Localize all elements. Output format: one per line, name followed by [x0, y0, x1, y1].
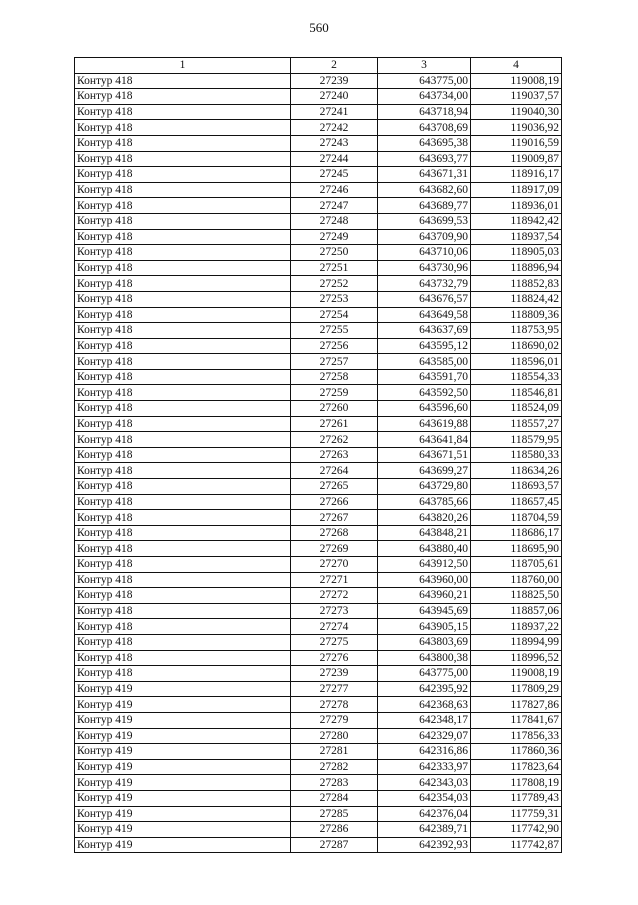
y-coordinate-cell: 117856,33: [471, 728, 562, 744]
x-coordinate-cell: 643595,12: [378, 338, 471, 354]
x-coordinate-cell: 643671,51: [378, 447, 471, 463]
point-number-cell: 27261: [291, 416, 378, 432]
table-row: [75, 728, 562, 744]
point-number-cell: 27243: [291, 135, 378, 151]
point-number-cell: 27270: [291, 557, 378, 573]
point-number-cell: 27262: [291, 432, 378, 448]
contour-name-cell: Контур 418: [75, 541, 291, 557]
contour-name-cell: Контур 419: [75, 822, 291, 838]
x-coordinate-cell: 643699,53: [378, 213, 471, 229]
table-row: [75, 712, 562, 728]
x-coordinate-cell: 643785,66: [378, 494, 471, 510]
y-coordinate-cell: 118753,95: [471, 323, 562, 339]
x-coordinate-cell: 643671,31: [378, 167, 471, 183]
table-row: [75, 73, 562, 89]
point-number-cell: 27246: [291, 182, 378, 198]
x-coordinate-cell: 643693,77: [378, 151, 471, 167]
table-row: [75, 744, 562, 760]
x-coordinate-cell: 643775,00: [378, 666, 471, 682]
table-row: [75, 229, 562, 245]
x-coordinate-cell: 643699,27: [378, 463, 471, 479]
contour-name-cell: Контур 418: [75, 385, 291, 401]
x-coordinate-cell: 643800,38: [378, 650, 471, 666]
y-coordinate-cell: 119036,92: [471, 120, 562, 136]
point-number-cell: 27269: [291, 541, 378, 557]
x-coordinate-cell: 643848,21: [378, 525, 471, 541]
contour-name-cell: Контур 418: [75, 572, 291, 588]
x-coordinate-cell: 643734,00: [378, 89, 471, 105]
x-coordinate-cell: 643592,50: [378, 385, 471, 401]
table-row: [75, 385, 562, 401]
point-number-cell: 27247: [291, 198, 378, 214]
y-coordinate-cell: 118916,17: [471, 167, 562, 183]
y-coordinate-cell: 119037,57: [471, 89, 562, 105]
y-coordinate-cell: 118557,27: [471, 416, 562, 432]
table-row: [75, 666, 562, 682]
point-number-cell: 27239: [291, 73, 378, 89]
contour-name-cell: Контур 418: [75, 557, 291, 573]
table-row: [75, 307, 562, 323]
x-coordinate-cell: 643637,69: [378, 323, 471, 339]
x-coordinate-cell: 643880,40: [378, 541, 471, 557]
x-coordinate-cell: 642368,63: [378, 697, 471, 713]
x-coordinate-cell: 643730,96: [378, 260, 471, 276]
contour-name-cell: Контур 418: [75, 167, 291, 183]
table-row: [75, 291, 562, 307]
point-number-cell: 27285: [291, 806, 378, 822]
contour-name-cell: Контур 418: [75, 291, 291, 307]
contour-name-cell: Контур 418: [75, 229, 291, 245]
point-number-cell: 27256: [291, 338, 378, 354]
y-coordinate-cell: 118554,33: [471, 369, 562, 385]
y-coordinate-cell: 118686,17: [471, 525, 562, 541]
point-number-cell: 27264: [291, 463, 378, 479]
contour-name-cell: Контур 418: [75, 479, 291, 495]
contour-name-cell: Контур 418: [75, 260, 291, 276]
point-number-cell: 27280: [291, 728, 378, 744]
point-number-cell: 27273: [291, 603, 378, 619]
table-row: [75, 681, 562, 697]
contour-name-cell: Контур 418: [75, 213, 291, 229]
point-number-cell: 27275: [291, 634, 378, 650]
x-coordinate-cell: 643585,00: [378, 354, 471, 370]
contour-name-cell: Контур 418: [75, 463, 291, 479]
contour-name-cell: Контур 418: [75, 135, 291, 151]
column-header-4: 4: [471, 58, 562, 74]
contour-name-cell: Контур 418: [75, 432, 291, 448]
y-coordinate-cell: 119040,30: [471, 104, 562, 120]
x-coordinate-cell: 643732,79: [378, 276, 471, 292]
y-coordinate-cell: 118760,00: [471, 572, 562, 588]
table-row: [75, 837, 562, 853]
contour-name-cell: Контур 418: [75, 401, 291, 417]
column-header-2: 2: [291, 58, 378, 74]
x-coordinate-cell: 643912,50: [378, 557, 471, 573]
y-coordinate-cell: 118693,57: [471, 479, 562, 495]
y-coordinate-cell: 117742,90: [471, 822, 562, 838]
table-row: [75, 276, 562, 292]
contour-name-cell: Контур 418: [75, 338, 291, 354]
point-number-cell: 27274: [291, 619, 378, 635]
contour-name-cell: Контур 418: [75, 354, 291, 370]
point-number-cell: 27249: [291, 229, 378, 245]
x-coordinate-cell: 643729,80: [378, 479, 471, 495]
point-number-cell: 27278: [291, 697, 378, 713]
table-row: [75, 323, 562, 339]
point-number-cell: 27250: [291, 245, 378, 261]
y-coordinate-cell: 118896,94: [471, 260, 562, 276]
contour-name-cell: Контур 419: [75, 790, 291, 806]
table-row: [75, 603, 562, 619]
contour-name-cell: Контур 418: [75, 447, 291, 463]
table-row: [75, 541, 562, 557]
contour-name-cell: Контур 418: [75, 588, 291, 604]
point-number-cell: 27241: [291, 104, 378, 120]
point-number-cell: 27281: [291, 744, 378, 760]
x-coordinate-cell: 642395,92: [378, 681, 471, 697]
y-coordinate-cell: 118657,45: [471, 494, 562, 510]
y-coordinate-cell: 117809,29: [471, 681, 562, 697]
y-coordinate-cell: 118704,59: [471, 510, 562, 526]
x-coordinate-cell: 643709,90: [378, 229, 471, 245]
table-row: [75, 494, 562, 510]
point-number-cell: 27259: [291, 385, 378, 401]
contour-name-cell: Контур 418: [75, 245, 291, 261]
point-number-cell: 27266: [291, 494, 378, 510]
x-coordinate-cell: 643649,58: [378, 307, 471, 323]
y-coordinate-cell: 117841,67: [471, 712, 562, 728]
point-number-cell: 27239: [291, 666, 378, 682]
point-number-cell: 27284: [291, 790, 378, 806]
contour-name-cell: Контур 418: [75, 494, 291, 510]
y-coordinate-cell: 118857,06: [471, 603, 562, 619]
point-number-cell: 27277: [291, 681, 378, 697]
contour-name-cell: Контур 418: [75, 603, 291, 619]
x-coordinate-cell: 643718,94: [378, 104, 471, 120]
table-header-row: [75, 58, 562, 74]
contour-name-cell: Контур 418: [75, 89, 291, 105]
y-coordinate-cell: 118852,83: [471, 276, 562, 292]
y-coordinate-cell: 117860,36: [471, 744, 562, 760]
contour-name-cell: Контур 418: [75, 198, 291, 214]
y-coordinate-cell: 118994,99: [471, 634, 562, 650]
point-number-cell: 27282: [291, 759, 378, 775]
contour-name-cell: Контур 419: [75, 728, 291, 744]
point-number-cell: 27255: [291, 323, 378, 339]
point-number-cell: 27258: [291, 369, 378, 385]
y-coordinate-cell: 118695,90: [471, 541, 562, 557]
table-row: [75, 120, 562, 136]
table-row: [75, 790, 562, 806]
contour-name-cell: Контур 418: [75, 634, 291, 650]
point-number-cell: 27251: [291, 260, 378, 276]
table-row: [75, 135, 562, 151]
point-number-cell: 27253: [291, 291, 378, 307]
point-number-cell: 27268: [291, 525, 378, 541]
y-coordinate-cell: 117827,86: [471, 697, 562, 713]
table-row: [75, 650, 562, 666]
table-row: [75, 151, 562, 167]
x-coordinate-cell: 642354,03: [378, 790, 471, 806]
y-coordinate-cell: 118942,42: [471, 213, 562, 229]
table-row: [75, 572, 562, 588]
point-number-cell: 27257: [291, 354, 378, 370]
y-coordinate-cell: 118634,26: [471, 463, 562, 479]
contour-name-cell: Контур 418: [75, 182, 291, 198]
y-coordinate-cell: 117789,43: [471, 790, 562, 806]
contour-name-cell: Контур 418: [75, 73, 291, 89]
contour-name-cell: Контур 418: [75, 276, 291, 292]
table-row: [75, 167, 562, 183]
table-body: [75, 73, 562, 853]
y-coordinate-cell: 118825,50: [471, 588, 562, 604]
table-row: [75, 588, 562, 604]
contour-name-cell: Контур 419: [75, 697, 291, 713]
y-coordinate-cell: 118809,36: [471, 307, 562, 323]
x-coordinate-cell: 643803,69: [378, 634, 471, 650]
y-coordinate-cell: 118580,33: [471, 447, 562, 463]
x-coordinate-cell: 643619,88: [378, 416, 471, 432]
table-row: [75, 338, 562, 354]
y-coordinate-cell: 117823,64: [471, 759, 562, 775]
x-coordinate-cell: 643775,00: [378, 73, 471, 89]
x-coordinate-cell: 642343,03: [378, 775, 471, 791]
table-row: [75, 89, 562, 105]
y-coordinate-cell: 118936,01: [471, 198, 562, 214]
table-row: [75, 198, 562, 214]
contour-name-cell: Контур 418: [75, 619, 291, 635]
x-coordinate-cell: 643689,77: [378, 198, 471, 214]
x-coordinate-cell: 643682,60: [378, 182, 471, 198]
point-number-cell: 27248: [291, 213, 378, 229]
contour-name-cell: Контур 418: [75, 525, 291, 541]
point-number-cell: 27286: [291, 822, 378, 838]
x-coordinate-cell: 643710,06: [378, 245, 471, 261]
contour-name-cell: Контур 419: [75, 744, 291, 760]
point-number-cell: 27240: [291, 89, 378, 105]
table-row: [75, 775, 562, 791]
point-number-cell: 27287: [291, 837, 378, 853]
y-coordinate-cell: 117808,19: [471, 775, 562, 791]
point-number-cell: 27272: [291, 588, 378, 604]
y-coordinate-cell: 118705,61: [471, 557, 562, 573]
x-coordinate-cell: 642329,07: [378, 728, 471, 744]
contour-name-cell: Контур 419: [75, 837, 291, 853]
table-row: [75, 806, 562, 822]
point-number-cell: 27271: [291, 572, 378, 588]
x-coordinate-cell: 643905,15: [378, 619, 471, 635]
x-coordinate-cell: 643596,60: [378, 401, 471, 417]
contour-name-cell: Контур 418: [75, 650, 291, 666]
contour-name-cell: Контур 418: [75, 666, 291, 682]
y-coordinate-cell: 118690,02: [471, 338, 562, 354]
x-coordinate-cell: 642348,17: [378, 712, 471, 728]
contour-name-cell: Контур 418: [75, 323, 291, 339]
coordinates-table: [74, 57, 562, 853]
table-row: [75, 213, 562, 229]
x-coordinate-cell: 643945,69: [378, 603, 471, 619]
table-row: [75, 447, 562, 463]
x-coordinate-cell: 643960,21: [378, 588, 471, 604]
point-number-cell: 27245: [291, 167, 378, 183]
table-row: [75, 463, 562, 479]
y-coordinate-cell: 118905,03: [471, 245, 562, 261]
y-coordinate-cell: 118596,01: [471, 354, 562, 370]
y-coordinate-cell: 118937,54: [471, 229, 562, 245]
contour-name-cell: Контур 419: [75, 775, 291, 791]
y-coordinate-cell: 118546,81: [471, 385, 562, 401]
point-number-cell: 27242: [291, 120, 378, 136]
x-coordinate-cell: 642389,71: [378, 822, 471, 838]
table-row: [75, 619, 562, 635]
table-row: [75, 369, 562, 385]
table-row: [75, 182, 562, 198]
table-row: [75, 401, 562, 417]
contour-name-cell: Контур 419: [75, 712, 291, 728]
page-number: 560: [309, 20, 329, 35]
contour-name-cell: Контур 418: [75, 416, 291, 432]
contour-name-cell: Контур 418: [75, 120, 291, 136]
y-coordinate-cell: 117759,31: [471, 806, 562, 822]
y-coordinate-cell: 119008,19: [471, 666, 562, 682]
y-coordinate-cell: 118917,09: [471, 182, 562, 198]
y-coordinate-cell: 118824,42: [471, 291, 562, 307]
y-coordinate-cell: 119008,19: [471, 73, 562, 89]
y-coordinate-cell: 119016,59: [471, 135, 562, 151]
contour-name-cell: Контур 418: [75, 510, 291, 526]
table-row: [75, 416, 562, 432]
table-row: [75, 634, 562, 650]
table-row: [75, 557, 562, 573]
contour-name-cell: Контур 418: [75, 307, 291, 323]
table-row: [75, 822, 562, 838]
point-number-cell: 27252: [291, 276, 378, 292]
point-number-cell: 27244: [291, 151, 378, 167]
table-row: [75, 260, 562, 276]
table-row: [75, 354, 562, 370]
table-row: [75, 759, 562, 775]
contour-name-cell: Контур 418: [75, 104, 291, 120]
table-row: [75, 697, 562, 713]
y-coordinate-cell: 118579,95: [471, 432, 562, 448]
contour-name-cell: Контур 419: [75, 806, 291, 822]
x-coordinate-cell: 642333,97: [378, 759, 471, 775]
x-coordinate-cell: 642392,93: [378, 837, 471, 853]
point-number-cell: 27265: [291, 479, 378, 495]
y-coordinate-cell: 119009,87: [471, 151, 562, 167]
y-coordinate-cell: 117742,87: [471, 837, 562, 853]
table-row: [75, 104, 562, 120]
point-number-cell: 27260: [291, 401, 378, 417]
x-coordinate-cell: 643641,84: [378, 432, 471, 448]
x-coordinate-cell: 643708,69: [378, 120, 471, 136]
x-coordinate-cell: 643676,57: [378, 291, 471, 307]
y-coordinate-cell: 118937,22: [471, 619, 562, 635]
y-coordinate-cell: 118996,52: [471, 650, 562, 666]
contour-name-cell: Контур 418: [75, 369, 291, 385]
column-header-1: 1: [75, 58, 291, 74]
y-coordinate-cell: 118524,09: [471, 401, 562, 417]
x-coordinate-cell: 643591,70: [378, 369, 471, 385]
contour-name-cell: Контур 419: [75, 759, 291, 775]
point-number-cell: 27276: [291, 650, 378, 666]
x-coordinate-cell: 642376,04: [378, 806, 471, 822]
x-coordinate-cell: 643960,00: [378, 572, 471, 588]
table-row: [75, 525, 562, 541]
contour-name-cell: Контур 419: [75, 681, 291, 697]
table-row: [75, 479, 562, 495]
table-row: [75, 245, 562, 261]
point-number-cell: 27267: [291, 510, 378, 526]
x-coordinate-cell: 642316,86: [378, 744, 471, 760]
column-header-3: 3: [378, 58, 471, 74]
table-row: [75, 510, 562, 526]
point-number-cell: 27254: [291, 307, 378, 323]
x-coordinate-cell: 643695,38: [378, 135, 471, 151]
x-coordinate-cell: 643820,26: [378, 510, 471, 526]
table-row: [75, 432, 562, 448]
point-number-cell: 27263: [291, 447, 378, 463]
point-number-cell: 27283: [291, 775, 378, 791]
contour-name-cell: Контур 418: [75, 151, 291, 167]
point-number-cell: 27279: [291, 712, 378, 728]
